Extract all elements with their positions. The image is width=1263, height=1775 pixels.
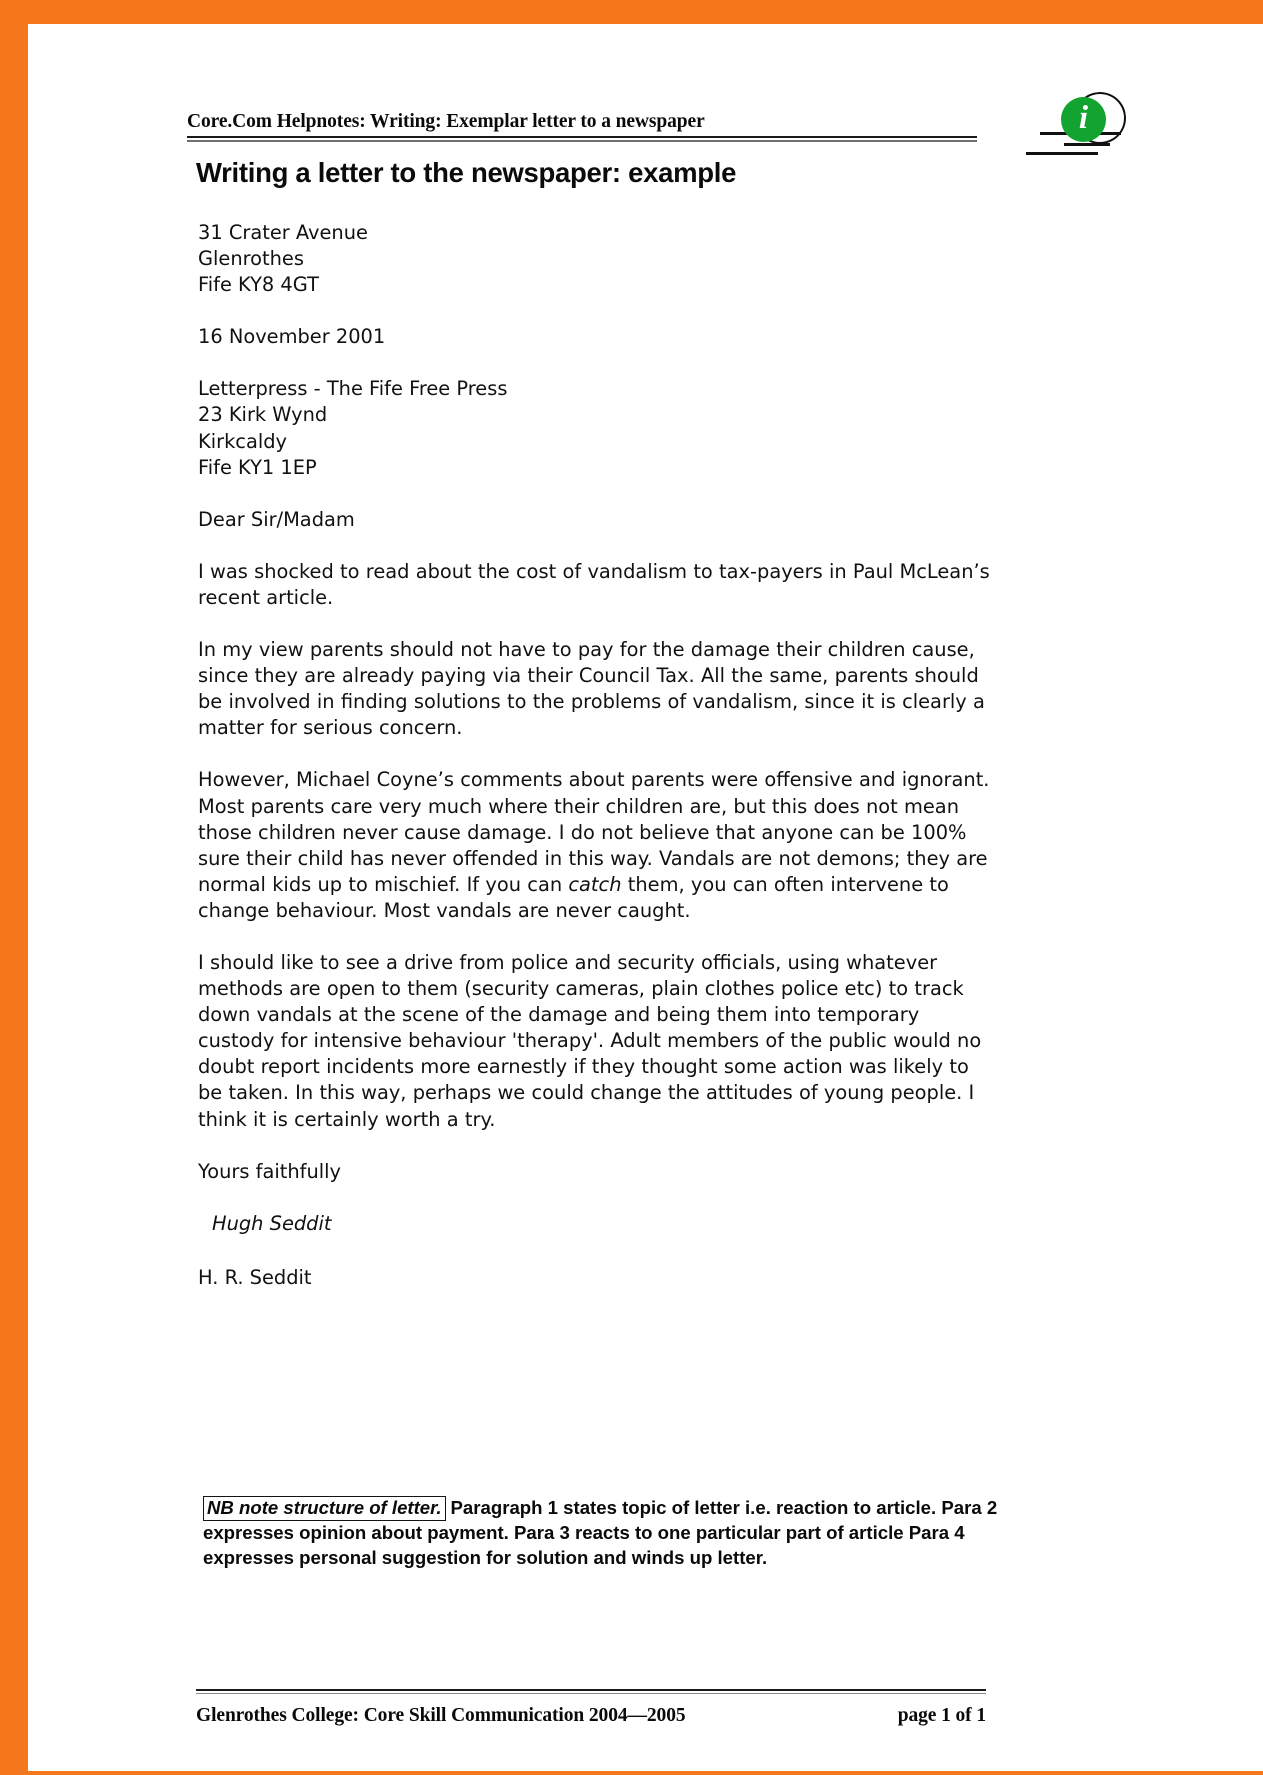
document-header — [187, 110, 977, 142]
helpnotes-logo — [1036, 86, 1156, 162]
recipient-address-line: 23 Kirk Wynd — [198, 403, 328, 427]
footer-page-number: page 1 of 1 — [897, 1705, 986, 1726]
sender-address-line: Fife KY8 4GT — [198, 273, 319, 297]
nb-note-block — [203, 1496, 1003, 1570]
info-icon-glyph: i — [1078, 100, 1089, 136]
recipient-address-line: Kirkcaldy — [198, 429, 288, 453]
sender-address-line: 31 Crater Avenue — [198, 221, 368, 244]
recipient-address-block — [198, 376, 998, 480]
paragraph-3-emphasis-word: catch — [568, 872, 622, 896]
recipient-address-line: Letterpress - The Fife Free Press — [198, 377, 508, 401]
letter-paragraph-2: In my view parents should not have to pay for the damage their children cause, since they are already paying via their Council Tax. All the same, parents should be involved in finding solutions to the problems of vandalism, since it is clearly a matter for serious concern. — [198, 638, 985, 740]
footer-course-label: Glenrothes College: Core Skill Communication 2004—2005 — [196, 1705, 686, 1726]
letter-signature: Hugh Seddit — [212, 1211, 332, 1235]
footer-divider-thin-line — [196, 1693, 986, 1694]
letter-closing: Yours faithfully — [198, 1159, 342, 1183]
page-title: Writing a letter to the newspaper: example — [196, 157, 737, 188]
document-footer — [196, 1689, 986, 1727]
recipient-address-line: Fife KY1 1EP — [198, 455, 317, 479]
nb-note-text: Paragraph 1 states topic of letter i.e. reaction to article. Para 2 expresses opinion about payment. Para 3 reacts to one particular part of article Para 4 expresses personal suggestion for solution and winds up letter. — [203, 1497, 998, 1568]
letter-signoff-name: H. R. Seddit — [198, 1265, 312, 1289]
letter-salutation: Dear Sir/Madam — [198, 507, 355, 531]
nb-note-label: NB note structure of letter. — [203, 1496, 446, 1521]
paragraph-3-before-emphasis: However, Michael Coyne’s comments about parents were offensive and ignorant. Most parents care very much where their children are, but this does not mean those children never cause damage. I do not believe that anyone can be 100% sure their child has never offended in this way. Vandals are not demons; they are normal kids up to mischief. If you can — [198, 768, 990, 896]
header-title: Core.Com Helpnotes: Writing: Exemplar letter to a newspaper — [187, 111, 705, 132]
logo-underline-4 — [1026, 152, 1098, 155]
header-divider-thin-line — [187, 140, 977, 142]
letter-paragraph-1: I was shocked to read about the cost of vandalism to tax-payers in Paul McLean’s recent article. — [198, 559, 990, 609]
letter-paragraph-4: I should like to see a drive from police and security officials, using whatever methods are open to them (security cameras, plain clothes police etc) to track down vandals at the scene of the damage and being them into temporary custody for intensive behaviour 'therapy'. Adult members of the public would no doubt report incidents more earnestly if they thought some action was likely to be taken. In this way, perhaps we could change the attitudes of young people. I think it is certainly worth a try. — [198, 950, 982, 1131]
sender-address-block — [198, 220, 998, 298]
letter-date: 16 November 2001 — [198, 325, 386, 349]
logo-underline-3 — [1064, 143, 1110, 146]
footer-row — [196, 1705, 986, 1727]
letter-paragraph-3 — [198, 767, 998, 924]
document-page — [28, 24, 1263, 1771]
info-icon — [1061, 97, 1106, 142]
letter-content — [198, 220, 998, 1291]
sender-address-line: Glenrothes — [198, 247, 304, 271]
paragraph-3-after-emphasis: them, you can often intervene to change behaviour. Most vandals are never caught. — [198, 872, 949, 922]
header-divider — [187, 136, 977, 142]
